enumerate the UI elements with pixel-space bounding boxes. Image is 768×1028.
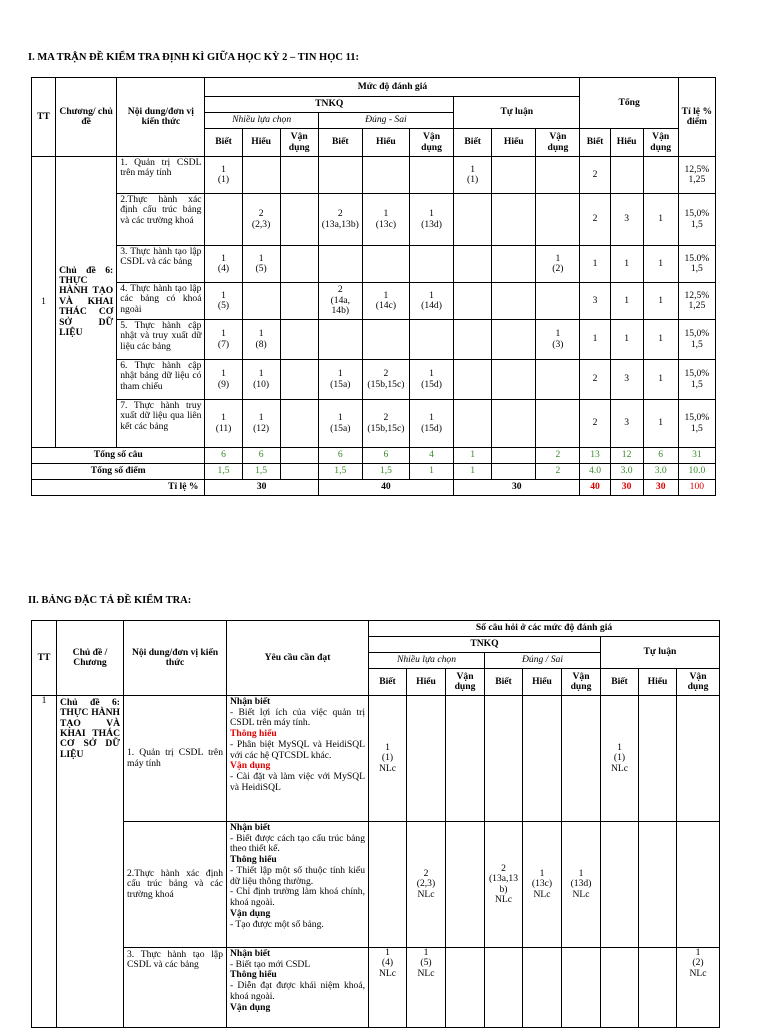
matrix-cell-rate: 15,0% 1,5 [678, 320, 715, 360]
specification-table [31, 620, 720, 1028]
spec-body [32, 696, 720, 1028]
matrix-cell-dh: 2 (15b,15c) [362, 400, 409, 448]
spec-cell-nv [446, 822, 485, 948]
matrix-row [32, 283, 716, 320]
points-cell: 10.0 [678, 464, 715, 480]
label-nhan-biet: Nhận biết [230, 696, 271, 707]
spec-row [32, 696, 720, 822]
header-chuong: Chương/ chủ đề [56, 78, 117, 157]
label-thong-hieu: Thông hiểu [230, 969, 277, 981]
spec-row [32, 948, 720, 1028]
matrix-cell-sh: 1 [610, 283, 643, 320]
spec-header-nlc: Nhiều lựa chọn [369, 653, 485, 669]
spec-header-yeucau: Yêu cầu cần đạt [227, 621, 369, 696]
matrix-cell-nb: 1 (7) [205, 320, 242, 360]
header-tnkq: TNKQ [205, 97, 454, 113]
matrix-cell-dv: 1 (13d) [409, 194, 453, 246]
matrix-cell-tb [454, 283, 492, 320]
matrix-cell-sv: 1 [643, 400, 678, 448]
matrix-cell-sb: 1 [580, 320, 610, 360]
requirement-thong-hieu: - Phân biệt MySQL và HeidiSQL với các hệ QTCSDL khác. [230, 738, 365, 761]
matrix-content: 6. Thực hành cập nhật bảng dữ liệu có tham chiếu [117, 360, 205, 400]
ratio-ds: 40 [318, 480, 453, 496]
matrix-cell-nv [280, 400, 318, 448]
total-cell: 12 [610, 448, 643, 464]
matrix-cell-dv: 1 (14d) [409, 283, 453, 320]
points-cell: 1,5 [205, 464, 242, 480]
spec-header-hieu: Hiểu [407, 669, 446, 696]
matrix-cell-db [318, 157, 362, 194]
spec-content: 3. Thực hành tạo lập CSDL và các bảng [124, 948, 227, 1028]
points-cell: 1,5 [318, 464, 362, 480]
matrix-content: 5. Thực hành cập nhật và truy xuất dữ liệu các bảng [117, 320, 205, 360]
spec-header-vd: Vận dụng [446, 669, 485, 696]
matrix-cell-nv [280, 320, 318, 360]
spec-cell-db: 2 (13a,13 b) NLc [485, 822, 523, 948]
header-tt: TT [32, 78, 56, 157]
spec-cell-nb: 1 (1) NLc [369, 696, 407, 822]
spec-header-chude: Chủ đề / Chương [57, 621, 124, 696]
label-van-dung: Vận dụng [230, 1001, 271, 1013]
matrix-tt: 1 [32, 157, 56, 448]
ratio-sum-hieu: 30 [610, 480, 643, 496]
spec-header-tuluan: Tự luận [601, 637, 720, 669]
matrix-cell-nv [280, 360, 318, 400]
matrix-cell-nv [280, 157, 318, 194]
matrix-cell-rate: 15,0% 1,5 [678, 400, 715, 448]
matrix-cell-nb: 1 (9) [205, 360, 242, 400]
header-tile: Tỉ lệ % điểm [678, 78, 715, 157]
label-nhan-biet: Nhận biết [230, 948, 271, 959]
spec-header-vd: Vận dụng [562, 669, 601, 696]
spec-content: 2.Thực hành xác định cấu trúc bảng và các trường khoá [124, 822, 227, 948]
matrix-cell-rate: 12,5% 1,25 [678, 157, 715, 194]
header-biet: Biết [205, 129, 242, 157]
spec-cell-th [639, 948, 677, 1028]
matrix-cell-nb: 1 (5) [205, 283, 242, 320]
matrix-cell-tv [536, 194, 580, 246]
matrix-cell-sb: 1 [580, 246, 610, 283]
matrix-cell-dh: 1 (13c) [362, 194, 409, 246]
matrix-cell-sv: 1 [643, 194, 678, 246]
header-biet: Biết [318, 129, 362, 157]
ratio-sum-vd: 30 [643, 480, 678, 496]
matrix-cell-sv: 1 [643, 283, 678, 320]
total-cell: 4 [409, 448, 453, 464]
points-cell: 1,5 [362, 464, 409, 480]
spec-requirements [227, 696, 369, 822]
requirement-nhan-biet: - Biết tạo mới CSDL [230, 958, 311, 970]
assessment-matrix-table [31, 77, 716, 496]
spec-cell-tb [601, 948, 639, 1028]
spec-cell-nh: 2 (2,3) NLc [407, 822, 446, 948]
matrix-cell-rate: 15.0% 1,5 [678, 246, 715, 283]
points-cell: 1 [454, 464, 492, 480]
matrix-cell-nh: 2 (2,3) [242, 194, 280, 246]
matrix-cell-dv [409, 157, 453, 194]
spec-cell-nb: 1 (4) NLc [369, 948, 407, 1028]
points-cell: 2 [536, 464, 580, 480]
spec-header-socau: Số câu hỏi ở các mức độ đánh giá [369, 621, 720, 637]
matrix-cell-db: 1 (15a) [318, 360, 362, 400]
total-cell: 13 [580, 448, 610, 464]
spec-header-biet: Biết [601, 669, 639, 696]
spec-cell-db [485, 948, 523, 1028]
matrix-cell-nh: 1 (10) [242, 360, 280, 400]
matrix-cell-nv [280, 246, 318, 283]
matrix-cell-sh: 3 [610, 360, 643, 400]
ratio-tl: 30 [454, 480, 580, 496]
matrix-cell-tv: 1 (3) [536, 320, 580, 360]
matrix-cell-dv: 1 (15d) [409, 400, 453, 448]
total-cell [280, 448, 318, 464]
matrix-cell-nh: 1 (12) [242, 400, 280, 448]
matrix-cell-sv [643, 157, 678, 194]
matrix-content: 7. Thực hành truy xuất dữ liệu qua liên kết các bảng [117, 400, 205, 448]
matrix-content: 1. Quản trị CSDL trên máy tính [117, 157, 205, 194]
matrix-cell-th [492, 246, 536, 283]
matrix-cell-sh: 1 [610, 320, 643, 360]
total-questions-label: Tổng số câu [32, 448, 205, 464]
matrix-cell-tv [536, 400, 580, 448]
spec-cell-dv: 1 (13d) NLc [562, 822, 601, 948]
matrix-cell-nh [242, 157, 280, 194]
spec-row [32, 822, 720, 948]
spec-cell-nh [407, 696, 446, 822]
header-biet: Biết [454, 129, 492, 157]
spec-header-ds: Đúng / Sai [485, 653, 601, 669]
total-cell: 6 [362, 448, 409, 464]
spec-cell-nv [446, 948, 485, 1028]
points-cell: 1 [409, 464, 453, 480]
matrix-cell-sb: 2 [580, 400, 610, 448]
header-vd: Vận dụng [643, 129, 678, 157]
spec-cell-nv [446, 696, 485, 822]
total-cell: 2 [536, 448, 580, 464]
points-cell [280, 464, 318, 480]
header-mucdo: Mức độ đánh giá [205, 78, 580, 97]
matrix-cell-sh [610, 157, 643, 194]
matrix-footer [32, 448, 716, 496]
total-cell [492, 448, 536, 464]
spec-header-biet: Biết [369, 669, 407, 696]
spec-cell-db [485, 696, 523, 822]
spec-cell-dv [562, 696, 601, 822]
label-thong-hieu: Thông hiểu [230, 854, 277, 866]
ratio-row [32, 480, 716, 496]
spec-header-vd: Vận dụng [677, 669, 720, 696]
matrix-cell-nv [280, 194, 318, 246]
label-nhan-biet: Nhận biết [230, 822, 271, 833]
spec-header-hieu: Hiểu [523, 669, 562, 696]
ratio-total: 100 [678, 480, 715, 496]
matrix-chapter: Chủ đề 6: THỰC HÀNH TẠO VÀ KHAI THÁC CƠ SỞ DỮ LIỆU [56, 157, 117, 448]
matrix-content: 2.Thực hành xác định cấu trúc bảng và các trường khoá [117, 194, 205, 246]
matrix-cell-th [492, 400, 536, 448]
total-questions-row [32, 448, 716, 464]
matrix-cell-tv [536, 157, 580, 194]
matrix-cell-sb: 3 [580, 283, 610, 320]
matrix-cell-th [492, 157, 536, 194]
matrix-row [32, 194, 716, 246]
points-cell: 1,5 [242, 464, 280, 480]
matrix-cell-dh [362, 157, 409, 194]
matrix-cell-sb: 2 [580, 157, 610, 194]
total-cell: 31 [678, 448, 715, 464]
matrix-cell-sh: 3 [610, 400, 643, 448]
total-cell: 6 [205, 448, 242, 464]
matrix-cell-th [492, 360, 536, 400]
header-hieu: Hiểu [242, 129, 280, 157]
spec-chapter: Chủ đề 6: THỰC HÀNH TẠO VÀ KHAI THÁC CƠ SỞ DỮ LIỆU [57, 696, 124, 1028]
points-cell: 3.0 [643, 464, 678, 480]
matrix-cell-sh: 1 [610, 246, 643, 283]
total-cell: 6 [242, 448, 280, 464]
header-vd: Vận dụng [280, 129, 318, 157]
matrix-cell-dh [362, 320, 409, 360]
matrix-cell-nb: 1 (1) [205, 157, 242, 194]
requirement-nhan-biet: - Biết lợi ích của việc quản trị CSDL trên máy tính. [230, 706, 365, 729]
matrix-cell-th [492, 320, 536, 360]
section2-title: II. BẢNG ĐẶC TẢ ĐỀ KIỂM TRA: [28, 595, 192, 606]
ratio-label: Tỉ lệ % [32, 480, 205, 496]
matrix-cell-nb [205, 194, 242, 246]
requirement-thong-hieu: - Chỉ định trường làm khoá chính, khoá ngoài. [230, 886, 365, 909]
matrix-cell-nb: 1 (4) [205, 246, 242, 283]
matrix-cell-rate: 12,5% 1,25 [678, 283, 715, 320]
matrix-cell-nb: 1 (11) [205, 400, 242, 448]
matrix-cell-tb: 1 (1) [454, 157, 492, 194]
matrix-body [32, 157, 716, 448]
spec-cell-tb: 1 (1) NLc [601, 696, 639, 822]
requirement-thong-hieu: - Diễn đạt được khái niệm khoá, khoá ngoài. [230, 980, 365, 1002]
matrix-row [32, 320, 716, 360]
matrix-cell-dh: 2 (15b,15c) [362, 360, 409, 400]
requirement-thong-hieu: - Thiết lập một số thuộc tính kiểu dữ liệu thông thường. [230, 864, 365, 887]
points-cell [492, 464, 536, 480]
requirement-nhan-biet: - Biết được cách tạo cấu trúc bảng theo thiết kế. [230, 832, 365, 855]
matrix-cell-db [318, 320, 362, 360]
header-tong: Tổng [580, 78, 678, 129]
matrix-cell-sv: 1 [643, 320, 678, 360]
matrix-cell-tb [454, 246, 492, 283]
spec-cell-nh: 1 (5) NLc [407, 948, 446, 1028]
matrix-cell-tb [454, 360, 492, 400]
spec-cell-th [639, 696, 677, 822]
spec-requirements [227, 822, 369, 948]
spec-cell-tv [677, 696, 720, 822]
matrix-cell-nh [242, 283, 280, 320]
spec-content: 1. Quản trị CSDL trên máy tính [124, 696, 227, 822]
spec-header-tt: TT [32, 621, 57, 696]
matrix-cell-db [318, 246, 362, 283]
spec-header-noidung: Nội dung/đơn vị kiến thức [124, 621, 227, 696]
section1-title: I. MA TRẬN ĐỀ KIỂM TRA ĐỊNH KÌ GIỮA HỌC KỲ 2 – TIN HỌC 11: [28, 52, 359, 63]
matrix-row [32, 400, 716, 448]
header-hieu: Hiểu [492, 129, 536, 157]
spec-cell-th [639, 822, 677, 948]
matrix-cell-dv: 1 (15d) [409, 360, 453, 400]
spec-cell-dh [523, 696, 562, 822]
matrix-cell-tb [454, 194, 492, 246]
matrix-cell-db: 1 (15a) [318, 400, 362, 448]
header-hieu: Hiểu [362, 129, 409, 157]
total-cell: 6 [643, 448, 678, 464]
matrix-cell-th [492, 283, 536, 320]
total-points-row [32, 464, 716, 480]
spec-cell-dh [523, 948, 562, 1028]
matrix-cell-tb [454, 320, 492, 360]
header-nlc: Nhiều lựa chọn [205, 113, 318, 129]
matrix-row [32, 157, 716, 194]
requirement-van-dung: - Tạo được một số bảng. [230, 918, 324, 930]
header-vd: Vận dụng [409, 129, 453, 157]
matrix-cell-rate: 15,0% 1,5 [678, 194, 715, 246]
matrix-content: 4. Thực hành tạo lập các bảng có khoá ngoài [117, 283, 205, 320]
header-ds: Đúng - Sai [318, 113, 453, 129]
matrix-cell-nh: 1 (8) [242, 320, 280, 360]
matrix-cell-tv: 1 (2) [536, 246, 580, 283]
spec-cell-nb [369, 822, 407, 948]
label-van-dung: Vận dụng [230, 760, 271, 772]
label-thong-hieu: Thông hiểu [230, 728, 277, 740]
matrix-cell-db: 2 (14a, 14b) [318, 283, 362, 320]
points-cell: 4.0 [580, 464, 610, 480]
spec-cell-tv: 1 (2) NLc [677, 948, 720, 1028]
spec-tt: 1 [32, 696, 57, 1028]
matrix-cell-dv [409, 320, 453, 360]
header-noidung: Nội dung/đơn vị kiến thức [117, 78, 205, 157]
spec-cell-dv [562, 948, 601, 1028]
total-points-label: Tổng số điểm [32, 464, 205, 480]
matrix-cell-sb: 2 [580, 194, 610, 246]
spec-cell-tb [601, 822, 639, 948]
matrix-cell-dh: 1 (14c) [362, 283, 409, 320]
header-hieu: Hiểu [610, 129, 643, 157]
matrix-cell-tb [454, 400, 492, 448]
ratio-sum-biet: 40 [580, 480, 610, 496]
matrix-content: 3. Thực hành tạo lập CSDL và các bảng [117, 246, 205, 283]
matrix-cell-dh [362, 246, 409, 283]
matrix-cell-sb: 2 [580, 360, 610, 400]
spec-header-tnkq: TNKQ [369, 637, 601, 653]
matrix-cell-nh: 1 (5) [242, 246, 280, 283]
header-tuluan: Tự luận [454, 97, 580, 129]
requirement-van-dung: - Cài đặt và làm việc với MySQL và HeidiSQL [230, 771, 365, 793]
matrix-cell-th [492, 194, 536, 246]
spec-header-hieu: Hiểu [639, 669, 677, 696]
label-van-dung: Vận dụng [230, 907, 271, 919]
matrix-cell-sv: 1 [643, 246, 678, 283]
matrix-cell-nv [280, 283, 318, 320]
matrix-cell-tv [536, 283, 580, 320]
total-cell: 6 [318, 448, 362, 464]
matrix-cell-db: 2 (13a,13b) [318, 194, 362, 246]
matrix-cell-rate: 15,0% 1,5 [678, 360, 715, 400]
matrix-cell-sh: 3 [610, 194, 643, 246]
spec-cell-tv [677, 822, 720, 948]
points-cell: 3.0 [610, 464, 643, 480]
total-cell: 1 [454, 448, 492, 464]
spec-requirements [227, 948, 369, 1028]
matrix-row [32, 246, 716, 283]
matrix-cell-tv [536, 360, 580, 400]
matrix-cell-sv: 1 [643, 360, 678, 400]
matrix-row [32, 360, 716, 400]
ratio-nlc: 30 [205, 480, 318, 496]
header-biet: Biết [580, 129, 610, 157]
spec-header-biet: Biết [485, 669, 523, 696]
header-vd: Vận dụng [536, 129, 580, 157]
spec-cell-dh: 1 (13c) NLc [523, 822, 562, 948]
matrix-cell-dv [409, 246, 453, 283]
